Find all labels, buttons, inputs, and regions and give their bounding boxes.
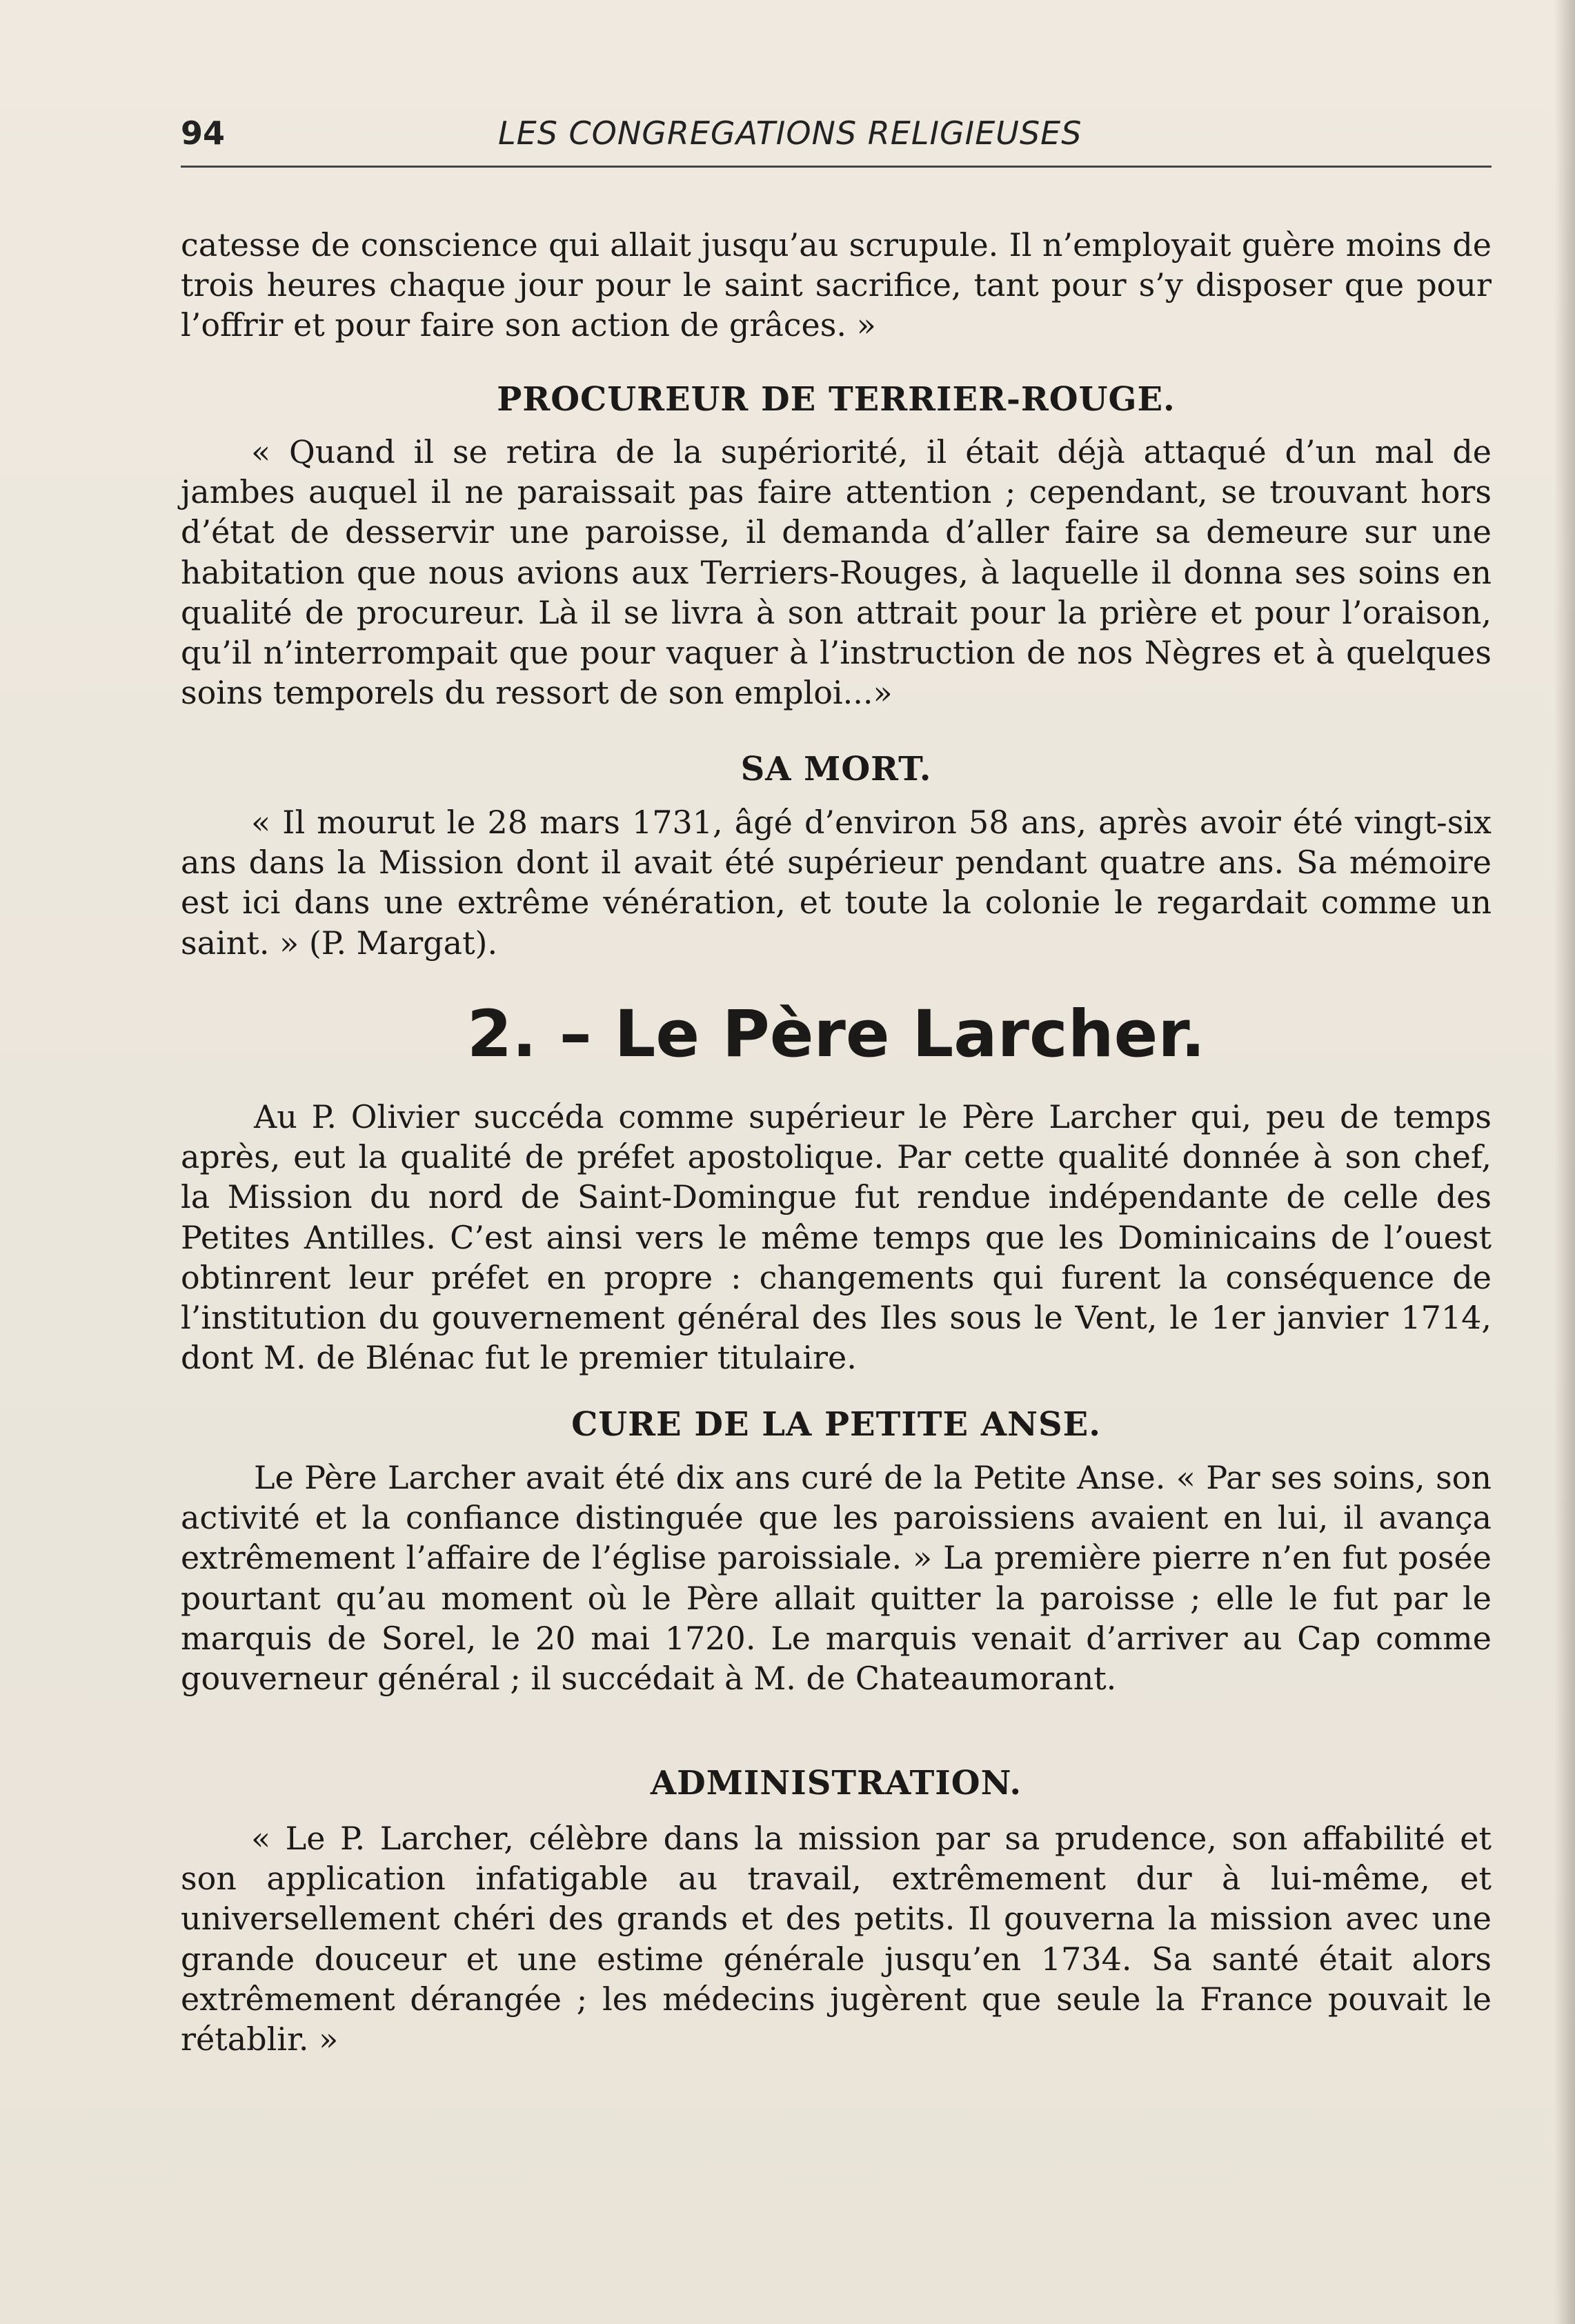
section-heading-sa-mort: SA MORT. — [740, 750, 932, 788]
paragraph-administration: « Le P. Larcher, célèbre dans la mission par sa prudence, son affabilité et son application infatigable au travail, extrêmement dur à lui-même, et universellement chéri des grands et des petits. Il gouverna la mission avec une grande douceur et une estime générale jusqu’en 1734. Sa santé était alors extrêmement dérangée ; les médecins jugèrent que seule la France pouvait le rétablir. » — [181, 1820, 1492, 2058]
paragraph-sa-mort: « Il mourut le 28 mars 1731, âgé d’environ 58 ans, après avoir été vingt-six ans dans la Mission dont il avait été supérieur pendant quatre ans. Sa mémoire est ici dans une extrême vénération, et toute la colonie le regardait comme un saint. » (P. Margat). — [181, 804, 1492, 962]
chapter-heading: 2. – Le Père Larcher. — [466, 997, 1206, 1072]
paragraph-cure: Le Père Larcher avait été dix ans curé de la Petite Anse. « Par ses soins, son activité et la confiance distinguée que les paroissiens avaient en lui, il avança extrêmement l’affaire de l’église paroissiale. » La première pierre n’en fut posée pourtant qu’au moment où le Père allait quitter la paroisse ; elle le fut par le marquis de Sorel, le 20 mai 1720. Le marquis venait d’arriver au Cap comme gouverneur général ; il succédait à M. de Chateaumorant. — [181, 1459, 1492, 1698]
page-header — [181, 110, 1492, 159]
paragraph-continuation: catesse de conscience qui allait jusqu’au scrupule. Il n’employait guère moins de trois heures chaque jour pour le saint sacrifice, tant pour s’y disposer que pour l’offrir et pour faire son action de grâces. » — [181, 226, 1492, 344]
section-heading-administration: ADMINISTRATION. — [650, 1764, 1022, 1802]
running-title: LES CONGREGATIONS RELIGIEUSES — [498, 115, 1082, 152]
page-edge-shadow — [1554, 0, 1575, 2324]
section-heading-cure: CURE DE LA PETITE ANSE. — [571, 1405, 1101, 1444]
section-heading-procureur: PROCUREUR DE TERRIER-ROUGE. — [497, 380, 1176, 419]
paragraph-larcher-intro: Au P. Olivier succéda comme supérieur le Père Larcher qui, peu de temps après, eut la qualité de préfet apostolique. Par cette qualité donnée à son chef, la Mission du nord de Saint-Domingue fut rendue indépendante de celle des Petites Antilles. C’est ainsi vers le même temps que les Dominicains de l’ouest obtinrent leur préfet en propre : changements qui furent la conséquence de l’institution du gouvernement général des Iles sous le Vent, le 1er janvier 1714, dont M. de Blénac fut le premier titulaire. — [181, 1098, 1492, 1377]
header-rule — [181, 166, 1492, 168]
page-number: 94 — [181, 115, 226, 152]
paragraph-procureur: « Quand il se retira de la supériorité, il était déjà attaqué d’un mal de jambes auquel il ne paraissait pas faire attention ; cependant, se trouvant hors d’état de desservir une paroisse, il demanda d’aller faire sa demeure sur une habitation que nous avions aux Terriers-Rouges, à laquelle il donna ses soins en qualité de procureur. Là il se livra à son attrait pour la prière et pour l’oraison, qu’il n’interrompait que pour vaquer à l’instruction de nos Nègres et à quelques soins temporels du ressort de son emploi...» — [181, 433, 1492, 712]
